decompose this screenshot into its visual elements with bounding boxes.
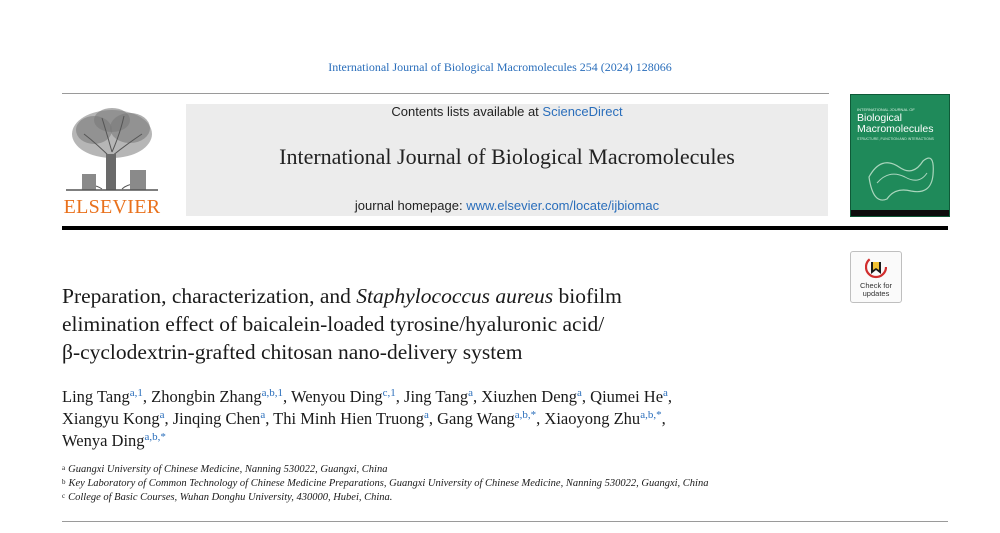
affiliation-text: College of Basic Courses, Wuhan Donghu University, 430000, Hubei, China.	[68, 492, 393, 503]
cover-molecule-graphic	[861, 147, 941, 207]
affiliation-row	[62, 463, 922, 477]
author-name[interactable]: Xiangyu Kong	[62, 409, 160, 428]
author-separator: ,	[473, 387, 482, 406]
header-top-rule	[62, 93, 829, 94]
author-affiliation-mark[interactable]: a,1	[129, 387, 143, 399]
check-line2: updates	[862, 289, 890, 298]
header-bottom-rule	[62, 521, 948, 522]
affiliation-mark: c	[62, 492, 66, 500]
author-affiliation-mark[interactable]: c,1	[382, 387, 396, 399]
check-for-updates-icon	[865, 256, 887, 280]
affiliation-mark: b	[62, 478, 66, 486]
elsevier-logo[interactable]	[62, 104, 162, 216]
author-name[interactable]: Xiaoyong Zhu	[544, 409, 641, 428]
author-affiliation-mark[interactable]: a,b,1	[261, 387, 283, 399]
title-italic: Staphylococcus aureus	[356, 284, 554, 308]
check-line1: Check for	[859, 281, 893, 290]
affiliation-mark: a	[62, 464, 66, 472]
check-for-updates-badge[interactable]	[850, 251, 902, 303]
author-separator: ,	[667, 387, 673, 406]
author-name[interactable]: Thi Minh Hien Truong	[273, 409, 424, 428]
journal-banner	[186, 104, 828, 216]
cover-subtitle: STRUCTURE, FUNCTION AND INTERACTIONS	[857, 137, 934, 141]
author-separator: ,	[265, 409, 274, 428]
cover-kicker: INTERNATIONAL JOURNAL OF	[857, 107, 915, 112]
title-line2: elimination effect of baicalein-loaded tyrosine/hyaluronic acid/	[62, 312, 605, 336]
cover-title-line1: Biological	[857, 112, 902, 124]
cover-title	[857, 113, 933, 135]
header-thick-rule	[62, 226, 948, 230]
journal-name: International Journal of Biological Macromolecules	[279, 144, 735, 169]
author-separator: ,	[661, 409, 666, 428]
author-name[interactable]: Jing Tang	[404, 387, 469, 406]
title-line3: β-cyclodextrin-grafted chitosan nano-delivery system	[62, 340, 523, 364]
author-affiliation-mark[interactable]: a,b,*	[640, 409, 662, 421]
author-name[interactable]: Zhongbin Zhang	[151, 387, 262, 406]
check-for-updates-label	[851, 282, 901, 298]
elsevier-wordmark: ELSEVIER	[63, 196, 161, 218]
homepage-line	[186, 198, 828, 213]
journal-citation[interactable]	[0, 60, 1000, 75]
author-name[interactable]: Wenyou Ding	[290, 387, 383, 406]
article-title	[62, 282, 832, 366]
affiliation-text: Guangxi University of Chinese Medicine, Nanning 530022, Guangxi, China	[68, 464, 388, 475]
author-name[interactable]: Ling Tang	[62, 387, 130, 406]
sciencedirect-link[interactable]: ScienceDirect	[542, 104, 623, 119]
contents-prefix: Contents lists available at	[391, 104, 543, 119]
author-separator: ,	[395, 387, 405, 406]
homepage-link[interactable]: www.elsevier.com/locate/ijbiomac	[466, 198, 660, 213]
affiliation-text: Key Laboratory of Common Technology of Chinese Medicine Preparations, Guangxi University of Chinese Medicine, Nanning 530022, Guangxi, China	[68, 478, 709, 489]
affiliation-list	[62, 463, 922, 505]
affiliation-row	[62, 491, 922, 505]
author-name[interactable]: Gang Wang	[437, 409, 515, 428]
author-affiliation-mark[interactable]: a	[423, 409, 429, 421]
author-name[interactable]: Wenya Ding	[62, 431, 145, 450]
author-affiliation-mark[interactable]: a	[577, 387, 582, 399]
author-separator: ,	[536, 409, 545, 428]
author-affiliation-mark[interactable]: a	[260, 409, 266, 421]
author-affiliation-mark[interactable]: a	[468, 387, 474, 399]
author-affiliation-mark[interactable]: a	[663, 387, 668, 399]
author-name[interactable]: Qiumei He	[590, 387, 664, 406]
author-separator: ,	[282, 387, 291, 406]
contents-line	[186, 104, 828, 119]
author-affiliation-mark[interactable]: a,b,*	[514, 409, 537, 421]
author-separator: ,	[581, 387, 591, 406]
author-name[interactable]: Jinqing Chen	[172, 409, 261, 428]
author-separator: ,	[142, 387, 152, 406]
title-part1: Preparation, characterization, and	[62, 284, 357, 308]
cover-title-line2: Macromolecules	[857, 123, 934, 135]
affiliation-row	[62, 477, 922, 491]
author-name[interactable]: Xiuzhen Deng	[481, 387, 578, 406]
author-separator: ,	[164, 409, 173, 428]
author-affiliation-mark[interactable]: a,b,*	[144, 431, 166, 443]
elsevier-tree-icon	[62, 104, 162, 192]
homepage-prefix: journal homepage:	[354, 198, 467, 213]
author-list	[62, 386, 862, 452]
cover-footer-band	[851, 210, 949, 216]
journal-cover-thumbnail[interactable]	[850, 94, 950, 217]
author-affiliation-mark[interactable]: a	[159, 409, 165, 421]
citation-link[interactable]: International Journal of Biological Macromolecules 254 (2024) 128066	[328, 60, 672, 74]
author-separator: ,	[428, 409, 438, 428]
title-part2: biofilm	[553, 284, 622, 308]
